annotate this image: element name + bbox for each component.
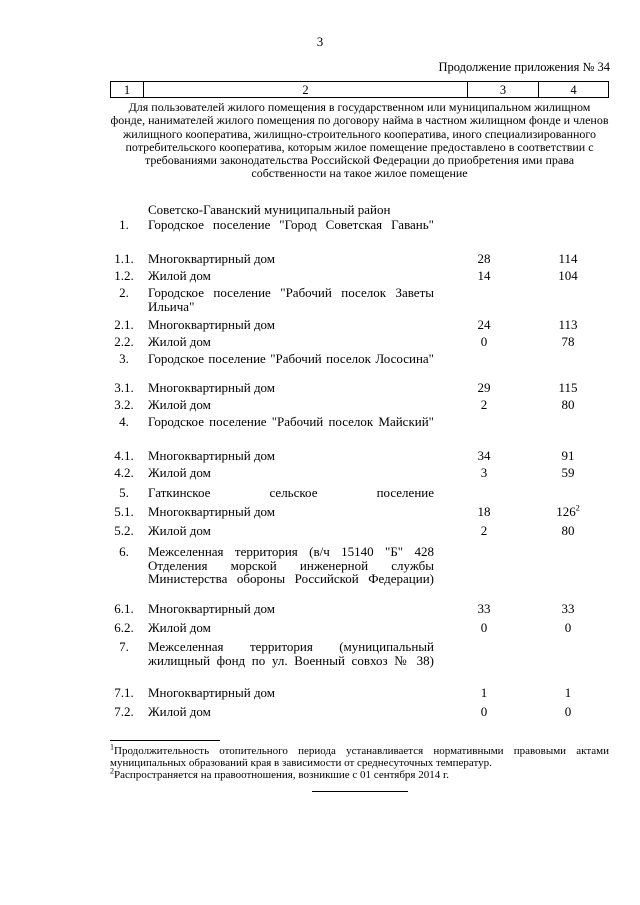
row-value-col3: 33 (477, 601, 491, 616)
row-value-col4 (540, 252, 596, 266)
row-value-col4 (540, 335, 596, 349)
row-value-col3: 14 (477, 268, 491, 283)
row-value-col4-text: 0 (564, 704, 572, 719)
row-value-col4 (540, 398, 596, 412)
row-number: 1. (119, 217, 129, 232)
row-value-col4-text: 0 (564, 620, 572, 635)
row-label: Жилой дом (148, 523, 211, 538)
row-label: Жилой дом (148, 465, 211, 480)
row-value-col4 (540, 621, 596, 635)
row-value-col4-text: 114 (558, 251, 578, 266)
row-value-col3: 2 (480, 523, 488, 538)
continuation-label: Продолжение приложения № 34 (438, 60, 610, 74)
row-label: Гаткинское сельское поселение (148, 485, 434, 500)
row-value-col4-text: 78 (561, 334, 575, 349)
row-value-col3: 2 (480, 397, 488, 412)
row-value-col4-text: 115 (558, 380, 578, 395)
row-label: Городское поселение "Рабочий поселок Майский" (148, 414, 434, 429)
row-number: 2. (119, 285, 129, 300)
footnote-2 (110, 766, 609, 781)
row-label: Многоквартирный дом (148, 317, 276, 332)
row-number: 7.2. (114, 704, 134, 719)
row-label: Многоквартирный дом (148, 448, 276, 463)
row-value-col4-text: 1 (564, 685, 572, 700)
row-label: Жилой дом (148, 704, 211, 719)
row-number: 4.2. (114, 465, 134, 480)
footnote-1 (110, 742, 609, 769)
row-value-col3: 18 (477, 504, 491, 519)
row-value-col4 (540, 602, 596, 616)
row-value-col4 (540, 524, 596, 538)
header-col-2: 2 (144, 82, 468, 97)
row-number: 6. (119, 544, 129, 559)
row-number: 6.2. (114, 620, 134, 635)
row-label: Жилой дом (148, 397, 211, 412)
row-value-col3: 0 (480, 704, 488, 719)
row-value-col4 (540, 318, 596, 332)
row-number: 5. (119, 485, 129, 500)
row-value-col4 (540, 449, 596, 463)
row-number: 4.1. (114, 448, 134, 463)
row-number: 1.2. (114, 268, 134, 283)
row-number: 6.1. (114, 601, 134, 616)
row-label: Городское поселение "Город Советская Гавань" (148, 217, 434, 232)
row-label: Городское поселение "Рабочий поселок Лососина" (148, 351, 434, 366)
row-label: Жилой дом (148, 268, 211, 283)
end-divider (312, 791, 408, 792)
header-col-3: 3 (468, 82, 539, 97)
row-value-col4-text: 91 (561, 448, 575, 463)
row-label: Многоквартирный дом (148, 601, 276, 616)
row-number: 7. (119, 639, 129, 654)
row-value-col4 (540, 686, 596, 700)
footnote-mark: 1 (110, 742, 114, 752)
row-label: Многоквартирный дом (148, 685, 276, 700)
row-number: 3. (119, 351, 129, 366)
row-label: Многоквартирный дом (148, 251, 276, 266)
row-value-col3: 34 (477, 448, 491, 463)
page-number: 3 (316, 34, 324, 49)
row-value-col4-text: 80 (561, 397, 575, 412)
row-label: Жилой дом (148, 334, 211, 349)
row-number: 4. (119, 414, 129, 429)
row-value-col4 (540, 466, 596, 480)
row-value-col4 (540, 381, 596, 395)
row-value-col4 (540, 269, 596, 283)
row-number: 3.1. (114, 380, 134, 395)
header-col-1: 1 (111, 82, 144, 97)
row-number: 2.2. (114, 334, 134, 349)
row-value-col3: 1 (480, 685, 488, 700)
row-label: Межселенная территория (в/ч 15140 "Б" 428 Отделения морской инженерной службы Министерства обороны Российской Федерации) (148, 544, 434, 587)
row-value-col3: 0 (480, 334, 488, 349)
row-value-col4 (540, 705, 596, 719)
row-value-col3: 28 (477, 251, 491, 266)
row-label: Многоквартирный дом (148, 380, 276, 395)
footnote-ref: 2 (575, 503, 580, 513)
region-heading: Советско-Гаванский муниципальный район (148, 202, 391, 217)
row-value-col3: 3 (480, 465, 488, 480)
row-value-col3: 29 (477, 380, 491, 395)
row-number: 2.1. (114, 317, 134, 332)
row-value-col4-text: 104 (558, 268, 578, 283)
footnote-divider (110, 740, 220, 741)
footnote-text: Распространяется на правоотношения, возникшие с 01 сентября 2014 г. (114, 769, 449, 781)
row-label: Многоквартирный дом (148, 504, 276, 519)
table-header (110, 81, 609, 98)
row-label: Межселенная территория (муниципальный жилищный фонд по ул. Военный совхоз № 38) (148, 639, 434, 668)
row-number: 5.1. (114, 504, 134, 519)
footnote-text: Продолжительность отопительного периода устанавливается нормативными правовыми актами муниципальных образований края в зависимости от среднесуточных температур. (110, 745, 609, 769)
row-number: 7.1. (114, 685, 134, 700)
row-number: 3.2. (114, 397, 134, 412)
row-value-col4-text: 33 (561, 601, 575, 616)
row-value-col3: 0 (480, 620, 488, 635)
row-number: 5.2. (114, 523, 134, 538)
row-label: Городское поселение "Рабочий поселок Заветы Ильича" (148, 285, 434, 314)
row-label: Жилой дом (148, 620, 211, 635)
row-value-col3: 24 (477, 317, 491, 332)
footnote-mark: 2 (110, 766, 114, 776)
row-value-col4-text: 126 (556, 504, 576, 519)
row-value-col4 (540, 505, 596, 519)
row-value-col4-text: 113 (558, 317, 578, 332)
row-value-col4-text: 80 (561, 523, 575, 538)
row-value-col4-text: 59 (561, 465, 575, 480)
category-heading: Для пользователей жилого помещения в государственном или муниципальном жилищном фонде, нанимателей жилого помещения по договору найма в частном жилищном фонде и членов жилищного кооператива, жилищно-строительного кооператива, иного специализированного потребительского кооператива, которым жилое помещение предоставлено в соответствии с требованиями законодательства Российской Федерации до приобретения ими права собственности на такое жилое помещение (110, 100, 609, 181)
row-number: 1.1. (114, 251, 134, 266)
header-col-4: 4 (570, 83, 577, 97)
